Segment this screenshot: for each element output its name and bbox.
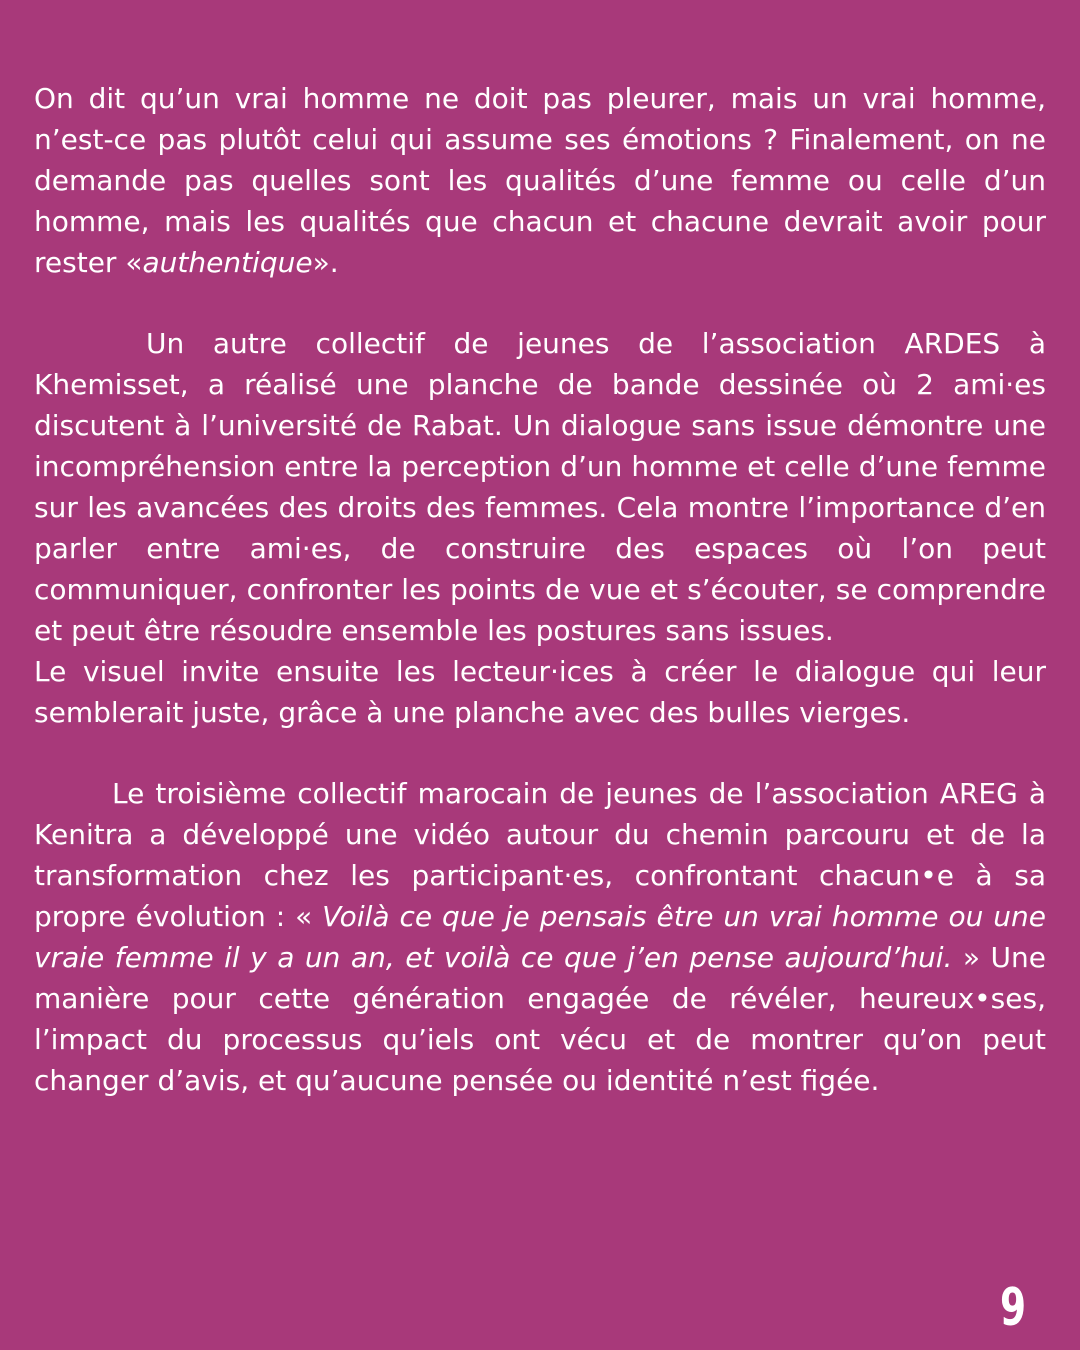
paragraph-4-quote: Voilà ce que je pensais être un vrai homme ou une vraie femme il y a un an, et voilà ce que j’en pense aujourd’hui. — [34, 900, 1046, 974]
paragraph-1 — [34, 79, 1046, 284]
paragraph-4 — [34, 774, 1046, 1101]
article-body — [34, 79, 1046, 1102]
paragraph-3: Le visuel invite ensuite les lecteur·ices à créer le dialogue qui leur semblerait juste, grâce à une planche avec des bulles vierges. — [34, 654, 1046, 729]
paragraph-4-text: Le troisième collectif marocain de jeunes de l’association AREG à Kenitra a développé une vidéo autour du chemin parcouru et de la transformation chez les participant·es, confrontant chacun•e à sa propre évolution : « — [34, 777, 1046, 934]
page-number: 9 — [999, 1278, 1027, 1338]
paragraph-4-rest: » Une manière pour cette génération engagée de révéler, heureux•ses, l’impact du processus qu’iels ont vécu et de montrer qu’on peut changer d’avis, et qu’aucune pensée ou identité n’est figée. — [34, 941, 1046, 1097]
paragraph-1-close: ». — [312, 245, 339, 279]
paragraph-2: Un autre collectif de jeunes de l’association ARDES à Khemisset, a réalisé une planche de bande dessinée où 2 ami·es discutent à l’université de Rabat. Un dialogue sans issue démontre une incompréhension entre la perception d’un homme et celle d’une femme sur les avancées des droits des femmes. Cela montre l’importance d’en parler entre ami·es, de construire des espaces où l’on peut communiquer, confronter les points de vue et s’écouter, se comprendre et peut être résoudre ensemble les postures sans issues. — [34, 327, 1046, 647]
paragraph-1-italic: authentique — [142, 245, 313, 279]
paragraph-1-text: On dit qu’un vrai homme ne doit pas pleurer, mais un vrai homme, n’est-ce pas plutôt celui qui assume ses émotions ? Finalement, on ne demande pas quelles sont les qualités d’une femme ou celle d’un homme, mais les qualités que chacun et chacune devrait avoir pour rester « — [34, 82, 1046, 279]
